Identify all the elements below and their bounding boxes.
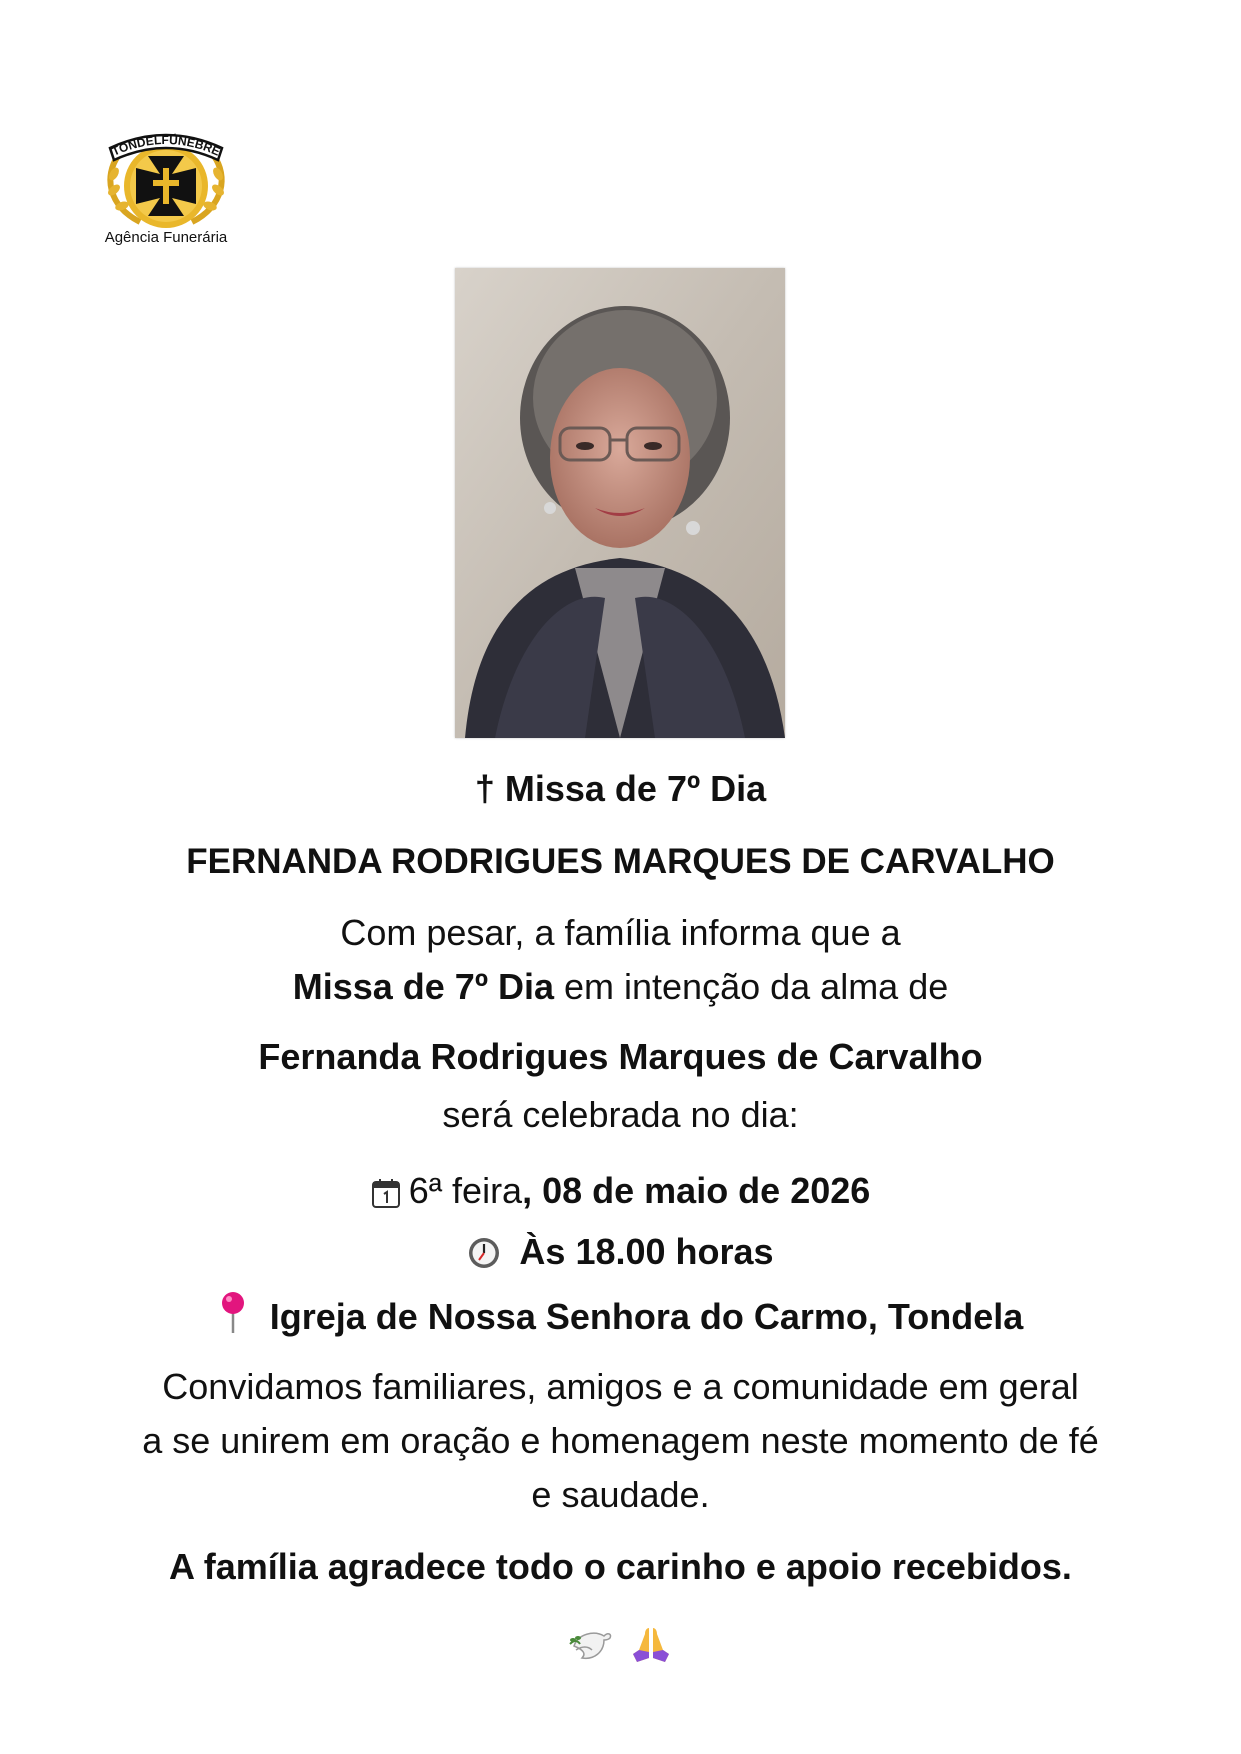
intro-line-2 (0, 966, 1241, 1008)
intro-rest: em intenção da alma de (554, 966, 949, 1007)
deceased-name-caps: FERNANDA RODRIGUES MARQUES DE CARVALHO (186, 842, 1055, 881)
date-line (0, 1170, 1241, 1218)
time: Às 18.00 horas (519, 1231, 774, 1272)
heading: † Missa de 7º Dia (474, 768, 767, 809)
calendar-icon (371, 1176, 401, 1218)
location: Igreja de Nossa Senhora do Carmo, Tondela (269, 1296, 1024, 1337)
deceased-name: Fernanda Rodrigues Marques de Carvalho (258, 1036, 983, 1077)
logo-brand: TONDELFÚNEBRE (109, 132, 223, 159)
portrait-photo (455, 268, 785, 738)
agency-logo (96, 126, 236, 252)
logo-brand-text (96, 126, 236, 166)
dove-icon (568, 1624, 612, 1664)
intro-line-1: Com pesar, a família informa que a (340, 912, 901, 953)
invite-line-1: Convidamos familiares, amigos e a comunidade em geral (162, 1366, 1079, 1407)
celebrated-line: será celebrada no dia: (442, 1094, 799, 1135)
time-line (0, 1231, 1241, 1279)
intro-bold: Missa de 7º Dia (292, 966, 554, 1007)
clock-icon (467, 1236, 501, 1279)
date: , 08 de maio de 2026 (522, 1170, 871, 1211)
location-line (0, 1291, 1241, 1344)
svg-text:TONDELFÚNEBRE (110, 132, 222, 159)
thanks-line: A família agradece todo o carinho e apoio recebidos. (169, 1546, 1072, 1587)
pin-icon (218, 1291, 248, 1344)
invite-line-3: e saudade. (531, 1474, 710, 1515)
invite-line-2: a se unirem em oração e homenagem neste momento de fé (142, 1420, 1099, 1461)
closing-emojis (0, 1624, 1241, 1664)
praying-hands-icon (629, 1624, 673, 1664)
logo-subtitle: Agência Funerária (104, 229, 228, 246)
weekday: 6ª feira (408, 1170, 523, 1211)
portrait-photo-icon (455, 268, 785, 738)
